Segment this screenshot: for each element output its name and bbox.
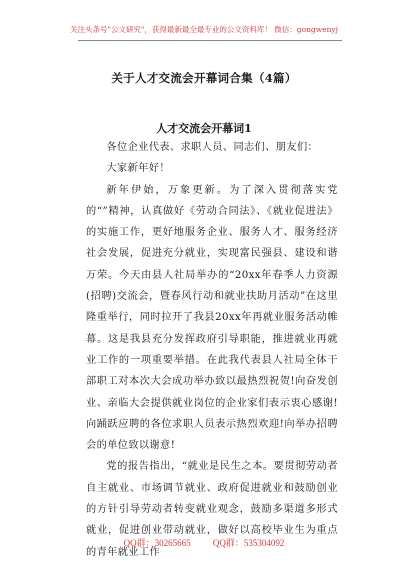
footer-qq-group-1: QQ群：30265665 [123,538,191,548]
header-banner: 关注头条号"公文研究"，获得最新最全最专业的公文资料库！ 微信：gongwenyj [70,25,338,34]
paragraph-body: 党的报告指出，“就业是民生之本。要贯彻劳动者自主就业、市场调节就业、政府促进就业和鼓励创业的方针引导劳动者转变就业观念，鼓励多渠道多形式就业，促进创业带动就业，做好以高校毕业生为重点的青年就业工作 [86,461,338,558]
paragraph-salutation: 各位企业代表、求职人员、同志们、朋友们： [106,142,319,153]
paragraph-body: 新年伊始，万象更新。为了深入贯彻落实党的“”精神，认真做好《劳动合同法》、《就业促进法》的实施工作，更好地服务企业、服务人才、服务经济社会发展，促进充分就业，实现富民强县、建设和谐万荣。今天由县人社局举办的“20xx年春季人力资源(招聘)交流会，暨春风行动和就业扶助月活动”在这里隆重举行，同时拉开了我县20xx年再就业服务活动帷幕。这是我县充分发挥政府引导职能，推进就业再就业工作的一项重要举措。在此我代表县人社局全体干部职工对本次大会成功举办致以最热烈祝贺!向奋发创业、亲临大会提供就业岗位的企业家们表示衷心感谢!向踊跃应聘的各位求职人员表示热烈欢迎!向举办招聘会的单位致以谢意! [86,184,338,452]
footer [0,536,408,549]
paragraph-greeting: 大家新年好！ [106,163,170,175]
section-title: 人才交流会开幕词1 [156,122,252,135]
document-body [86,137,338,563]
footer-qq-group-2: QQ群：535304092 [212,538,285,548]
header-divider [78,40,342,41]
document-title: 关于人才交流会开幕词合集（4篇） [111,71,297,85]
